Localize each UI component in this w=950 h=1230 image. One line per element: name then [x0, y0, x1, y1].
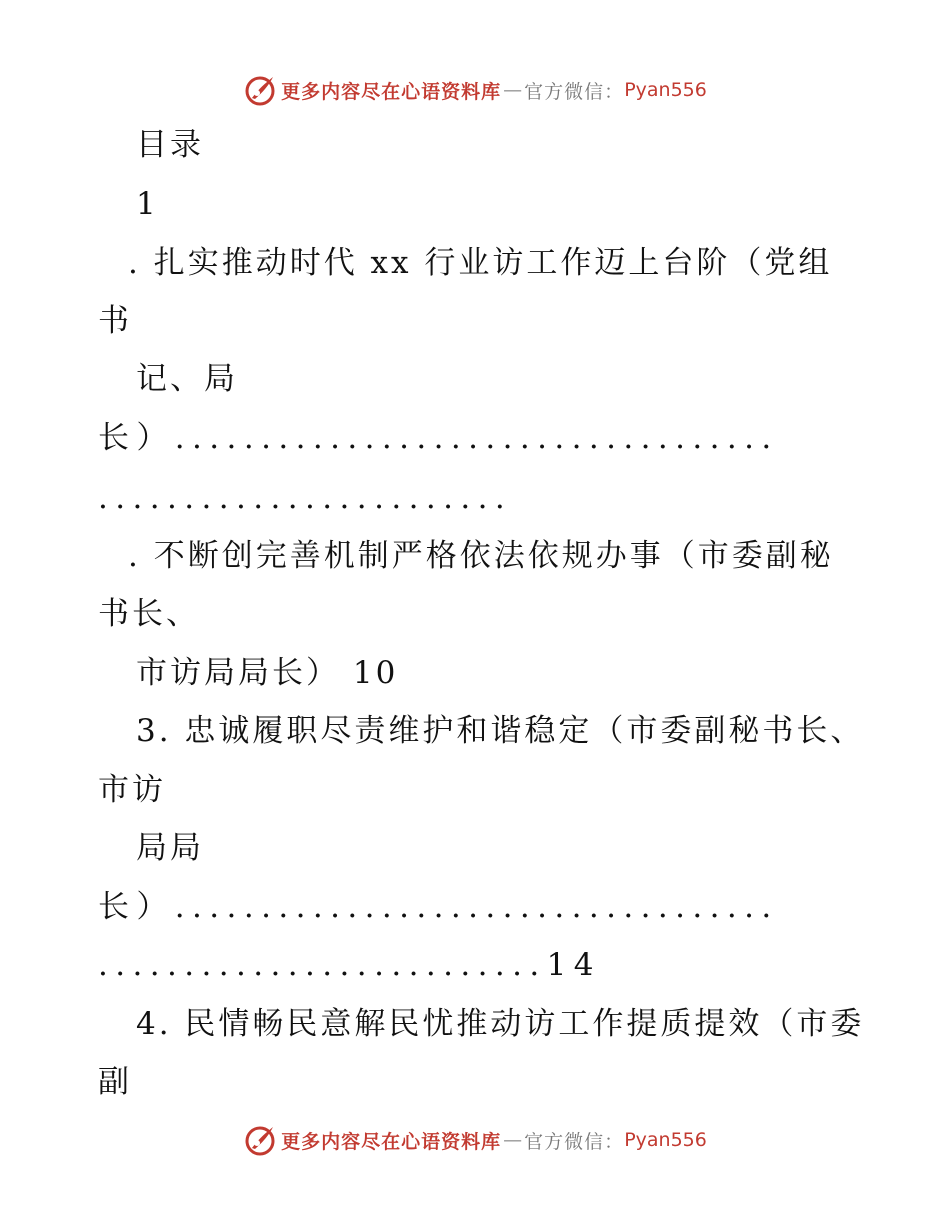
- toc-line: 3. 忠诚履职尽责维护和谐稳定（市委副秘书长、: [136, 713, 865, 749]
- toc-line: 书长、: [98, 596, 200, 632]
- toc-line: 局局: [136, 830, 204, 866]
- toc-line: 书: [98, 303, 132, 339]
- quill-seal-icon: [243, 73, 277, 107]
- toc-line: 4. 民情畅民意解民忧推动访工作提质提效（市委: [136, 1006, 865, 1042]
- banner-brand: 更多内容尽在心语资料库: [281, 1130, 502, 1153]
- toc-line: ........................: [98, 480, 513, 516]
- toc-line: 1: [136, 186, 159, 222]
- toc-line: 副: [98, 1064, 132, 1100]
- toc-line: 市访: [98, 772, 166, 808]
- banner-separator: —: [503, 1129, 523, 1151]
- toc-title: 目录: [136, 127, 204, 163]
- footer-banner: [0, 1120, 950, 1160]
- banner-official-label: 官方微信：: [524, 1130, 625, 1153]
- toc-line: ..........................14: [98, 947, 601, 983]
- toc-line: . 不断创完善机制严格依法依规办事（市委副秘: [128, 538, 834, 574]
- toc-line: 长）...................................: [98, 420, 779, 456]
- banner-wechat-id: Pyan556: [624, 79, 707, 101]
- header-banner: [0, 70, 950, 110]
- toc-line: 市访局局长） 10: [136, 655, 399, 691]
- toc-line: . 扎实推动时代 xx 行业访工作迈上台阶（党组: [128, 245, 833, 281]
- banner-official-label: 官方微信：: [524, 80, 625, 103]
- toc-line: 长）...................................: [98, 889, 779, 925]
- toc-line: 记、局: [136, 361, 238, 397]
- quill-seal-icon: [243, 1123, 277, 1157]
- banner-brand: 更多内容尽在心语资料库: [281, 80, 502, 103]
- banner-wechat-id: Pyan556: [624, 1129, 707, 1151]
- banner-separator: —: [503, 79, 523, 101]
